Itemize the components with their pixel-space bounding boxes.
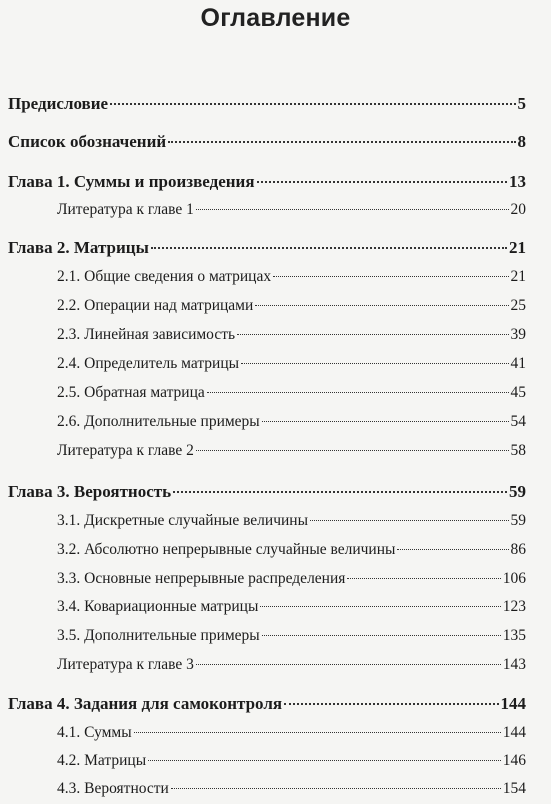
toc-entry-label: Список обозначений	[8, 132, 167, 151]
toc-entry-label: 4.1. Суммы	[57, 724, 132, 741]
dot-leader	[347, 578, 500, 579]
toc-entry-page: 54	[510, 413, 526, 430]
toc-entry-label: 4.2. Матрицы	[57, 752, 147, 769]
toc-entry-page: 39	[510, 326, 526, 343]
toc-entry-notation[interactable]	[8, 132, 526, 152]
toc-entry-preface[interactable]	[8, 94, 526, 114]
toc-entry-label: Глава 1. Суммы и произведения	[8, 172, 255, 191]
dot-leader	[171, 788, 501, 789]
dot-leader	[110, 103, 515, 105]
toc-entry-label: Литература к главе 2	[57, 442, 194, 459]
toc-entry-chapter-2[interactable]	[8, 238, 526, 258]
toc-entry-label: Литература к главе 3	[57, 656, 194, 673]
dot-leader	[273, 276, 508, 277]
toc-entry-page: 21	[509, 238, 526, 257]
dot-leader	[255, 305, 508, 306]
toc-entry-section-3-2[interactable]	[57, 541, 526, 559]
toc-entry-label: 2.1. Общие сведения о матрицах	[57, 268, 272, 285]
toc-entry-references-1[interactable]	[57, 201, 526, 219]
toc-entry-label: Предисловие	[8, 94, 109, 113]
toc-entry-page: 59	[509, 482, 526, 501]
toc-entry-page: 13	[509, 172, 526, 191]
toc-entry-page: 58	[510, 442, 526, 459]
toc-entry-label: 2.6. Дополнительные примеры	[57, 413, 260, 430]
toc-entry-page: 123	[502, 598, 526, 615]
dot-leader	[310, 520, 508, 521]
toc-entry-page: 144	[502, 724, 526, 741]
dot-leader	[262, 421, 509, 422]
toc-entry-label: Глава 4. Задания для самоконтроля	[8, 694, 283, 713]
dot-leader	[257, 181, 507, 183]
dot-leader	[207, 392, 509, 393]
toc-entry-page: 41	[510, 355, 526, 372]
toc-entry-page: 59	[510, 512, 526, 529]
toc-entry-section-4-3[interactable]	[57, 780, 526, 798]
toc-entry-label: 3.5. Дополнительные примеры	[57, 627, 260, 644]
dot-leader	[168, 141, 515, 143]
toc-entry-label: 3.3. Основные непрерывные распределения	[57, 570, 346, 587]
toc-entry-label: 2.4. Определитель матрицы	[57, 355, 240, 372]
dot-leader	[196, 450, 509, 451]
toc-entry-section-3-1[interactable]	[57, 512, 526, 530]
toc-entry-section-2-2[interactable]	[57, 297, 526, 315]
toc-entry-page: 5	[517, 94, 526, 113]
toc-entry-references-2[interactable]	[57, 442, 526, 460]
toc-entry-page: 106	[502, 570, 526, 587]
dot-leader	[241, 363, 508, 364]
toc-entry-section-2-6[interactable]	[57, 413, 526, 431]
toc-entry-section-2-5[interactable]	[57, 384, 526, 402]
toc-entry-section-3-4[interactable]	[57, 598, 526, 616]
dot-leader	[196, 209, 509, 210]
toc-entry-section-3-3[interactable]	[57, 570, 526, 588]
toc-entry-label: Глава 2. Матрицы	[8, 238, 149, 257]
toc-entry-label: 2.5. Обратная матрица	[57, 384, 205, 401]
toc-entry-label: 4.3. Вероятности	[57, 780, 169, 797]
dot-leader	[397, 549, 508, 550]
toc-entry-page: 144	[500, 694, 526, 713]
toc-entry-references-3[interactable]	[57, 656, 526, 674]
dot-leader	[284, 703, 498, 705]
dot-leader	[134, 732, 501, 733]
dot-leader	[173, 491, 507, 493]
dot-leader	[237, 334, 508, 335]
toc-entry-section-3-5[interactable]	[57, 627, 526, 645]
toc-entry-label: Литература к главе 1	[57, 201, 194, 218]
toc-entry-page: 45	[510, 384, 526, 401]
toc-entry-label: 3.2. Абсолютно непрерывные случайные величины	[57, 541, 396, 558]
toc-entry-label: 2.2. Операции над матрицами	[57, 297, 254, 314]
dot-leader	[260, 606, 500, 607]
toc-entry-page: 154	[502, 780, 526, 797]
toc-entry-section-2-4[interactable]	[57, 355, 526, 373]
dot-leader	[148, 760, 501, 761]
toc-entry-page: 143	[502, 656, 526, 673]
dot-leader	[262, 635, 501, 636]
toc-entry-section-2-3[interactable]	[57, 326, 526, 344]
toc-entry-page: 20	[510, 201, 526, 218]
toc-entry-page: 25	[510, 297, 526, 314]
toc-entry-label: 3.4. Ковариационные матрицы	[57, 598, 259, 615]
page-title: Оглавление	[200, 4, 351, 32]
toc-entry-page: 135	[502, 627, 526, 644]
toc-entry-chapter-1[interactable]	[8, 172, 526, 192]
toc-entry-page: 146	[502, 752, 526, 769]
toc-entry-label: 3.1. Дискретные случайные величины	[57, 512, 309, 529]
toc-entry-section-2-1[interactable]	[57, 268, 526, 286]
dot-leader	[196, 664, 501, 665]
dot-leader	[151, 247, 507, 249]
toc-entry-label: 2.3. Линейная зависимость	[57, 326, 236, 343]
toc-entry-chapter-4[interactable]	[8, 694, 526, 714]
toc-entry-section-4-2[interactable]	[57, 752, 526, 770]
toc-entry-page: 86	[510, 541, 526, 558]
toc-entry-chapter-3[interactable]	[8, 482, 526, 502]
toc-entry-label: Глава 3. Вероятность	[8, 482, 172, 501]
toc-entry-page: 8	[517, 132, 526, 151]
toc-entry-page: 21	[510, 268, 526, 285]
toc-entry-section-4-1[interactable]	[57, 724, 526, 742]
